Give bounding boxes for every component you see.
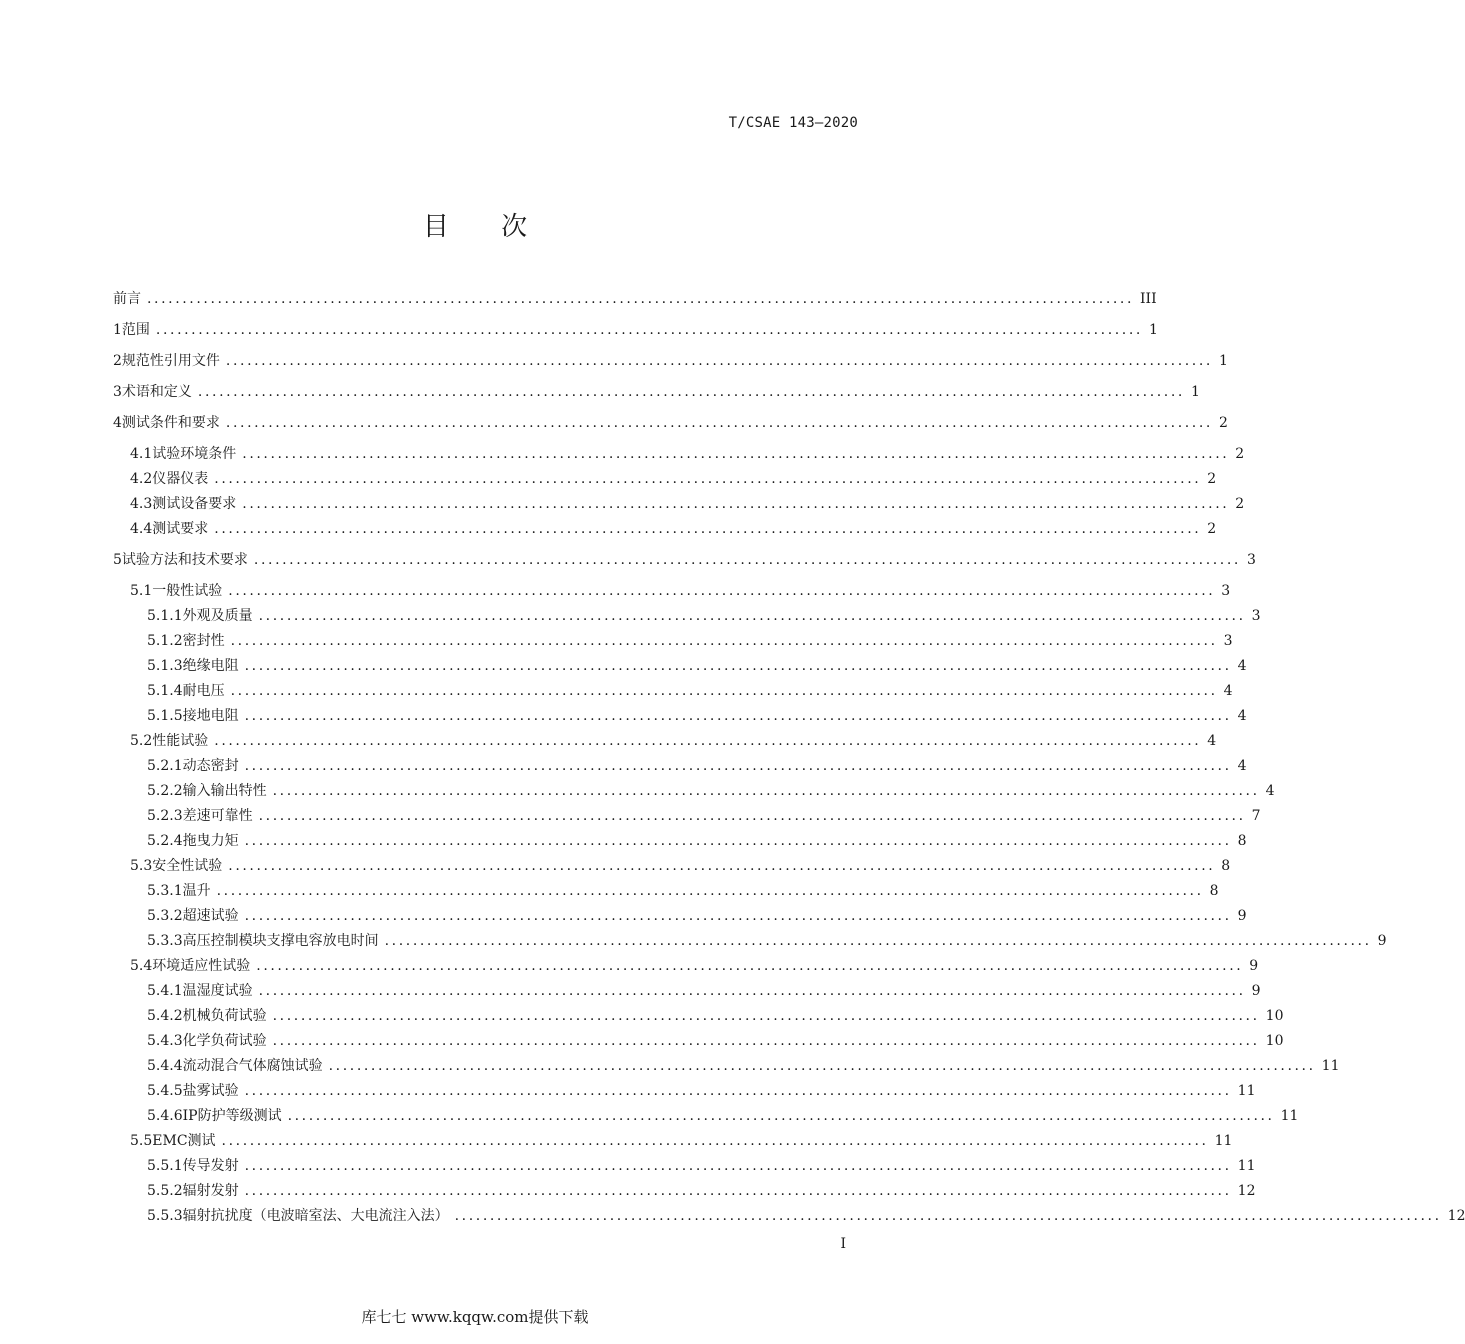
toc-entry-page: 11 (1237, 1083, 1256, 1099)
toc-entry-page: 2 (1235, 446, 1245, 462)
toc-entry-page: 8 (1209, 883, 1219, 899)
toc-entry-page: 12 (1237, 1183, 1256, 1199)
toc-entry-number: 5.3.1 (147, 883, 183, 899)
toc-entry[interactable] (147, 681, 1233, 701)
toc-entry-page: 2 (1218, 415, 1228, 431)
toc-entry-number: 1 (113, 322, 122, 338)
toc-leader-dots: ............................................................................................................................................ (147, 291, 1135, 307)
toc-entry-number: 5.4.4 (147, 1058, 183, 1074)
toc-entry[interactable] (147, 1181, 1256, 1201)
toc-leader-dots: ............................................................................................................................................ (253, 552, 1241, 568)
toc-entry-number: 5.3 (130, 858, 153, 874)
toc-entry-title: 接地电阻 (182, 708, 239, 724)
toc-entry-number: 4.1 (130, 446, 153, 462)
toc-entry-title: IP防护等级测试 (182, 1108, 282, 1124)
toc-entry-page: 3 (1246, 552, 1256, 568)
toc-entry-title: 高压控制模块支撑电容放电时间 (182, 933, 379, 949)
toc-entry-title: 外观及质量 (182, 608, 253, 624)
toc-leader-dots: ............................................................................................................................................ (197, 384, 1185, 400)
toc-entry[interactable] (147, 706, 1247, 726)
toc-leader-dots: ............................................................................................................................................ (272, 1033, 1260, 1049)
toc-entry-page: 1 (1218, 353, 1228, 369)
toc-leader-dots: ............................................................................................................................................ (244, 1083, 1232, 1099)
toc-entry-title: 性能试验 (152, 733, 209, 749)
toc-leader-dots: ............................................................................................................................................ (328, 1058, 1316, 1074)
toc-entry[interactable] (147, 881, 1219, 901)
toc-entry-number: 5.5.1 (147, 1158, 183, 1174)
toc-entry-title: 辐射发射 (182, 1183, 239, 1199)
toc-entry-title: 测试要求 (152, 521, 209, 537)
toc-entry[interactable] (130, 494, 1245, 514)
toc-entry[interactable] (130, 1131, 1233, 1151)
toc-entry-title: 术语和定义 (121, 384, 192, 400)
toc-entry-page: 2 (1235, 496, 1245, 512)
toc-entry-title: 流动混合气体腐蚀试验 (182, 1058, 323, 1074)
toc-entry[interactable] (147, 606, 1261, 626)
toc-entry-page: 9 (1251, 983, 1261, 999)
toc-entry-title: 试验环境条件 (152, 446, 237, 462)
toc-entry-page: 3 (1223, 633, 1233, 649)
toc-entry[interactable] (147, 1006, 1284, 1026)
toc-entry-number: 5.5.2 (147, 1183, 183, 1199)
toc-entry[interactable] (113, 413, 1228, 433)
toc-entry[interactable] (147, 981, 1261, 1001)
toc-leader-dots: ............................................................................................................................................ (244, 1158, 1232, 1174)
toc-entry-page: 2 (1207, 521, 1217, 537)
toc-entry[interactable] (147, 906, 1247, 926)
toc-entry-number: 5.1.1 (147, 608, 183, 624)
toc-entry-title: 范围 (121, 322, 150, 338)
toc-entry-number: 5.1.4 (147, 683, 183, 699)
toc-entry-title: 规范性引用文件 (121, 353, 220, 369)
toc-entry-number: 5.4.2 (147, 1008, 183, 1024)
toc-entry[interactable] (147, 1031, 1284, 1051)
toc-entry-number: 4.2 (130, 471, 153, 487)
toc-entry-number: 5.2.4 (147, 833, 183, 849)
toc-leader-dots: ............................................................................................................................................ (228, 583, 1216, 599)
toc-entry-page: 4 (1237, 658, 1247, 674)
toc-entry-title: 温升 (182, 883, 211, 899)
toc-entry-title: 仪器仪表 (152, 471, 209, 487)
toc-entry-title: 绝缘电阻 (182, 658, 239, 674)
toc-entry-number: 5.4.6 (147, 1108, 183, 1124)
toc-entry-page: 11 (1321, 1058, 1340, 1074)
toc-entry-page: 1 (1190, 384, 1200, 400)
toc-entry-page: III (1140, 291, 1157, 307)
toc-entry-number: 5.3.2 (147, 908, 183, 924)
toc-entry[interactable] (147, 656, 1247, 676)
toc-leader-dots: ............................................................................................................................................ (258, 608, 1246, 624)
toc-entry-title: 前言 (113, 291, 141, 307)
toc-entry-title: 耐电压 (182, 683, 225, 699)
toc-leader-dots: ............................................................................................................................................ (225, 353, 1213, 369)
toc-entry-page: 11 (1214, 1133, 1233, 1149)
toc-entry-number: 5.2 (130, 733, 153, 749)
toc-entry[interactable] (147, 1081, 1256, 1101)
toc-leader-dots: ............................................................................................................................................ (244, 758, 1232, 774)
toc-leader-dots: ............................................................................................................................................ (230, 633, 1218, 649)
toc-leader-dots: ............................................................................................................................................ (258, 808, 1246, 824)
toc-entry-title: 试验方法和技术要求 (121, 552, 248, 568)
toc-entry-page: 7 (1251, 808, 1261, 824)
toc-entry-title: 测试条件和要求 (121, 415, 220, 431)
toc-entry-number: 4 (113, 415, 122, 431)
toc-entry-number: 5.2.3 (147, 808, 183, 824)
toc-entry-page: 4 (1265, 783, 1275, 799)
toc-entry[interactable] (147, 806, 1261, 826)
toc-leader-dots: ............................................................................................................................................ (384, 933, 1372, 949)
toc-entry-page: 11 (1237, 1158, 1256, 1174)
toc-entry-number: 5.5 (130, 1133, 153, 1149)
toc-leader-dots: ............................................................................................................................................ (214, 733, 1202, 749)
download-footer: 库七七 www.kqqw.com提供下载 (361, 1308, 589, 1326)
toc-entry-number: 4.3 (130, 496, 153, 512)
toc-entry[interactable] (147, 1206, 1465, 1226)
toc-entry-title: 化学负荷试验 (182, 1033, 267, 1049)
toc-entry-number: 5.1.5 (147, 708, 183, 724)
toc-entry[interactable] (113, 289, 1157, 309)
toc-leader-dots: ............................................................................................................................................ (155, 322, 1143, 338)
toc-entry-page: 4 (1207, 733, 1217, 749)
toc-leader-dots: ............................................................................................................................................ (272, 1008, 1260, 1024)
toc-entry-page: 11 (1280, 1108, 1299, 1124)
toc-entry[interactable] (130, 519, 1217, 539)
toc-entry[interactable] (147, 831, 1247, 851)
toc-leader-dots: ............................................................................................................................................ (242, 446, 1230, 462)
toc-entry-number: 5.5.3 (147, 1208, 183, 1224)
toc-entry[interactable] (147, 1156, 1256, 1176)
page-number: I (840, 1236, 846, 1252)
toc-entry[interactable] (130, 581, 1231, 601)
toc-leader-dots: ............................................................................................................................................ (244, 1183, 1232, 1199)
toc-entry-title: 一般性试验 (152, 583, 223, 599)
toc-entry-page: 3 (1221, 583, 1231, 599)
page-title: 目 次 (422, 212, 550, 242)
toc-entry-title: EMC测试 (152, 1133, 216, 1149)
toc-entry[interactable] (147, 1106, 1299, 1126)
toc-entry-title: 测试设备要求 (152, 496, 237, 512)
toc-entry-page: 4 (1237, 758, 1247, 774)
toc-leader-dots: ............................................................................................................................................ (287, 1108, 1275, 1124)
toc-entry[interactable] (130, 956, 1259, 976)
toc-leader-dots: ............................................................................................................................................ (214, 471, 1202, 487)
toc-entry-number: 5.3.3 (147, 933, 183, 949)
toc-entry-number: 5.4.1 (147, 983, 183, 999)
toc-entry-page: 8 (1221, 858, 1231, 874)
toc-leader-dots: ............................................................................................................................................ (228, 858, 1216, 874)
toc-entry-page: 1 (1148, 322, 1158, 338)
toc-entry[interactable] (130, 469, 1217, 489)
toc-entry[interactable] (147, 631, 1233, 651)
toc-entry-page: 2 (1207, 471, 1217, 487)
standard-code: T/CSAE 143—2020 (728, 115, 858, 131)
toc-entry-title: 超速试验 (182, 908, 239, 924)
toc-entry-number: 2 (113, 353, 122, 369)
toc-entry-page: 3 (1251, 608, 1261, 624)
toc-leader-dots: ............................................................................................................................................ (454, 1208, 1442, 1224)
toc-entry-title: 密封性 (182, 633, 225, 649)
toc-entry-number: 5.4 (130, 958, 153, 974)
toc-entry-title: 温湿度试验 (182, 983, 253, 999)
toc-leader-dots: ............................................................................................................................................ (244, 833, 1232, 849)
toc-entry-page: 4 (1223, 683, 1233, 699)
toc-leader-dots: ............................................................................................................................................ (230, 683, 1218, 699)
toc-entry[interactable] (130, 731, 1217, 751)
toc-entry-number: 5.2.2 (147, 783, 183, 799)
toc-entry-number: 5.1 (130, 583, 153, 599)
toc-entry[interactable] (113, 351, 1228, 371)
toc-entry-title: 差速可靠性 (182, 808, 253, 824)
toc-entry-number: 5 (113, 552, 122, 568)
toc-entry-title: 机械负荷试验 (182, 1008, 267, 1024)
toc-entry-page: 4 (1237, 708, 1247, 724)
toc-entry-page: 8 (1237, 833, 1247, 849)
toc-entry-page: 9 (1237, 908, 1247, 924)
toc-leader-dots: ............................................................................................................................................ (216, 883, 1204, 899)
toc-entry[interactable] (147, 756, 1247, 776)
toc-leader-dots: ............................................................................................................................................ (258, 983, 1246, 999)
toc-entry[interactable] (130, 856, 1231, 876)
toc-leader-dots: ............................................................................................................................................ (256, 958, 1244, 974)
toc-leader-dots: ............................................................................................................................................ (221, 1133, 1209, 1149)
toc-leader-dots: ............................................................................................................................................ (244, 708, 1232, 724)
toc-leader-dots: ............................................................................................................................................ (272, 783, 1260, 799)
toc-entry-title: 动态密封 (182, 758, 239, 774)
toc-entry-number: 5.4.5 (147, 1083, 183, 1099)
toc-entry-number: 5.1.2 (147, 633, 183, 649)
toc-entry-page: 10 (1265, 1033, 1284, 1049)
toc-leader-dots: ............................................................................................................................................ (242, 496, 1230, 512)
toc-entry[interactable] (113, 320, 1158, 340)
toc-entry-page: 12 (1447, 1208, 1465, 1224)
toc-entry-title: 拖曳力矩 (182, 833, 239, 849)
toc-leader-dots: ............................................................................................................................................ (244, 908, 1232, 924)
toc-entry[interactable] (147, 931, 1387, 951)
toc-entry-title: 辐射抗扰度（电波暗室法、大电流注入法） (182, 1208, 449, 1224)
toc-entry-title: 环境适应性试验 (152, 958, 251, 974)
toc-entry-number: 4.4 (130, 521, 153, 537)
toc-entry-title: 传导发射 (182, 1158, 239, 1174)
toc-entry-number: 5.4.3 (147, 1033, 183, 1049)
toc-entry-number: 3 (113, 384, 122, 400)
toc-entry-title: 安全性试验 (152, 858, 223, 874)
toc-entry-page: 9 (1249, 958, 1259, 974)
toc-entry-number: 5.1.3 (147, 658, 183, 674)
toc-leader-dots: ............................................................................................................................................ (244, 658, 1232, 674)
toc-entry-title: 输入输出特性 (182, 783, 267, 799)
toc-leader-dots: ............................................................................................................................................ (214, 521, 1202, 537)
toc-entry[interactable] (147, 1056, 1340, 1076)
toc-entry[interactable] (113, 382, 1200, 402)
toc-entry[interactable] (113, 550, 1256, 570)
toc-entry-page: 10 (1265, 1008, 1284, 1024)
toc-leader-dots: ............................................................................................................................................ (225, 415, 1213, 431)
toc-entry-number: 5.2.1 (147, 758, 183, 774)
toc-entry-title: 盐雾试验 (182, 1083, 239, 1099)
toc-entry-page: 9 (1377, 933, 1387, 949)
toc-entry[interactable] (130, 444, 1245, 464)
toc-entry[interactable] (147, 781, 1275, 801)
